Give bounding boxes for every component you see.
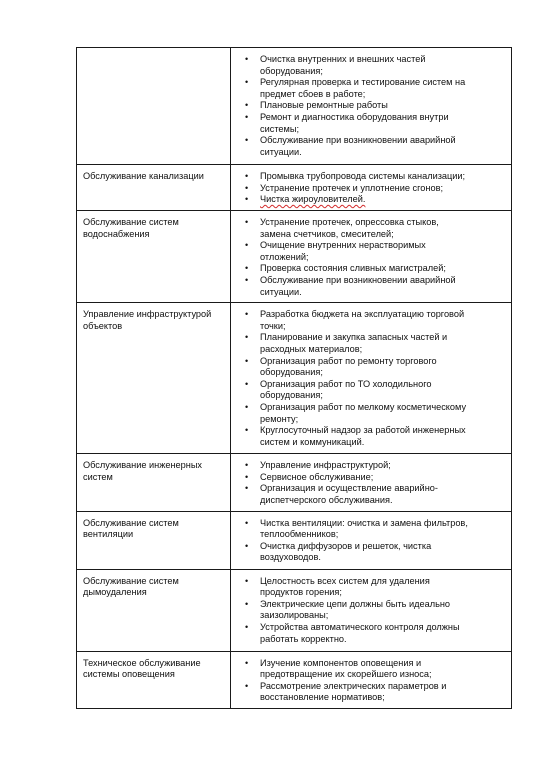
table-row [77,303,512,454]
task-list [231,303,511,452]
list-item [245,378,505,402]
task-list [231,512,511,568]
task-list [231,454,511,510]
service-name-cell: Обслуживание систем вентиляции [77,511,231,569]
bullet-icon: • [245,217,249,227]
list-item-text: Устройства автоматического контроля должны работать корректно. [260,621,460,644]
list-item [245,194,505,206]
table-row [77,569,512,651]
bullet-icon: • [245,274,249,285]
list-item [245,274,505,298]
list-item-text: Круглосуточный надзор за работой инженерных систем и коммуникаций. [260,425,466,447]
list-item-text: Организация работ по ремонту торгового оборудования; [260,355,437,378]
list-item-text: Изучение компонентов оповещения и предотвращение их скорейшего износа; [260,657,432,680]
bullet-icon: • [245,540,249,551]
bullet-icon: • [245,471,249,482]
list-item [245,401,505,425]
list-item [245,217,505,240]
table-row [77,511,512,569]
list-item-text: Рассмотрение электрических параметров и восстановление нормативов; [260,680,447,703]
task-list-cell [231,454,512,511]
task-list-cell [231,211,512,303]
list-item [245,182,505,195]
list-item-text: Организация работ по ТО холодильного оборудования; [260,378,432,401]
list-item-text: Управление инфраструктурой; [260,460,391,471]
table-row [77,48,512,165]
list-item [245,657,505,681]
list-item [245,517,505,541]
bullet-icon: • [245,483,249,494]
service-name-cell: Управление инфраструктурой объектов [77,303,231,454]
table-row [77,454,512,511]
bullet-icon: • [245,657,249,668]
bullet-icon: • [245,517,249,528]
list-item [245,483,505,506]
bullet-icon: • [245,77,249,88]
list-item-text: Электрические цепи должны быть идеально заизолированы; [260,598,451,621]
bullet-icon: • [245,240,249,251]
list-item [245,309,505,332]
bullet-icon: • [245,100,249,111]
list-item-text: Очищение внутренних нерастворимых отложений; [260,240,426,262]
bullet-icon: • [245,332,249,343]
task-list [231,211,511,302]
list-item-text: Обслуживание при возникновении аварийной ситуации. [260,135,456,157]
list-item-text: Очистка диффузоров и решеток, чистка воздуховодов. [260,540,432,563]
list-item-text: Регулярная проверка и тестирование систем на предмет сбоев в работе; [260,77,466,99]
bullet-icon: • [245,621,249,632]
list-item [245,171,505,183]
task-list [231,48,511,162]
list-item [245,425,505,448]
list-item [245,54,505,77]
service-name-cell: Обслуживание канализации [77,165,231,211]
bullet-icon: • [245,111,249,122]
list-item [245,540,505,564]
task-list [231,570,511,650]
list-item-text: Ремонт и диагностика оборудования внутри системы; [260,111,449,134]
bullet-icon: • [245,378,249,389]
task-list-cell [231,569,512,651]
list-item [245,460,505,472]
list-item-text: Организация и осуществление аварийно- диспетчерского обслуживания. [260,483,438,505]
task-list-cell [231,651,512,708]
task-list [231,652,511,708]
list-item-text: Чистка вентиляции: очистка и замена фильтров, теплообменников; [260,517,468,540]
list-item-text: Очистка внутренних и внешних частей оборудования; [260,54,426,76]
list-item [245,135,505,158]
bullet-icon: • [245,171,249,181]
bullet-icon: • [245,401,249,412]
task-list-cell [231,48,512,165]
list-item-text: Устранение протечек и уплотнение сгонов; [260,182,444,193]
list-item-text: Устранение протечек, опрессовка стыков, замена счетчиков, смесителей; [260,217,439,239]
list-item [245,263,505,275]
list-item [245,621,505,645]
list-item-text: Планирование и закупка запасных частей и расходных материалов; [260,332,448,354]
bullet-icon: • [245,182,249,193]
bullet-icon: • [245,425,249,436]
list-item-text: Организация работ по мелкому косметическому ремонту; [260,401,467,424]
bullet-icon: • [245,263,249,274]
service-name-cell: Обслуживание систем водоснабжения [77,211,231,303]
spellcheck-underlined-text: Чистка жироуловителей. [260,194,366,205]
list-item-text: Промывка трубопровода системы канализации; [260,171,466,181]
bullet-icon: • [245,460,249,471]
bullet-icon: • [245,575,249,586]
service-name-cell: Техническое обслуживание системы оповещения [77,651,231,708]
list-item [245,598,505,622]
task-list [231,165,511,210]
list-item [245,240,505,263]
list-item [245,471,505,484]
bullet-icon: • [245,309,249,320]
bullet-icon: • [245,54,249,64]
list-item-text: Обслуживание при возникновении аварийной ситуации. [260,274,456,297]
list-item [245,680,505,704]
bullet-icon: • [245,355,249,366]
task-list-cell [231,303,512,454]
list-item-text: Разработка бюджета на эксплуатацию торговой точки; [260,309,465,331]
list-item [245,77,505,100]
services-table-body [77,48,512,709]
services-table [76,47,512,709]
bullet-icon: • [245,194,249,205]
list-item-text: Целостность всех систем для удаления продуктов горения; [260,575,430,598]
service-name-cell: Обслуживание систем дымоудаления [77,569,231,651]
service-name-cell: Обслуживание инженерных систем [77,454,231,511]
list-item [245,332,505,355]
task-list-cell [231,511,512,569]
list-item-text: Сервисное обслуживание; [260,471,374,482]
list-item-text: Плановые ремонтные работы [260,100,388,111]
list-item [245,100,505,112]
table-row [77,651,512,708]
table-row [77,165,512,211]
list-item [245,355,505,379]
list-item [245,575,505,599]
bullet-icon: • [245,680,249,691]
bullet-icon: • [245,135,249,146]
service-name-cell [77,48,231,165]
bullet-icon: • [245,598,249,609]
list-item-text: Проверка состояния сливных магистралей; [260,263,446,274]
table-row [77,211,512,303]
list-item [245,111,505,135]
task-list-cell [231,165,512,211]
